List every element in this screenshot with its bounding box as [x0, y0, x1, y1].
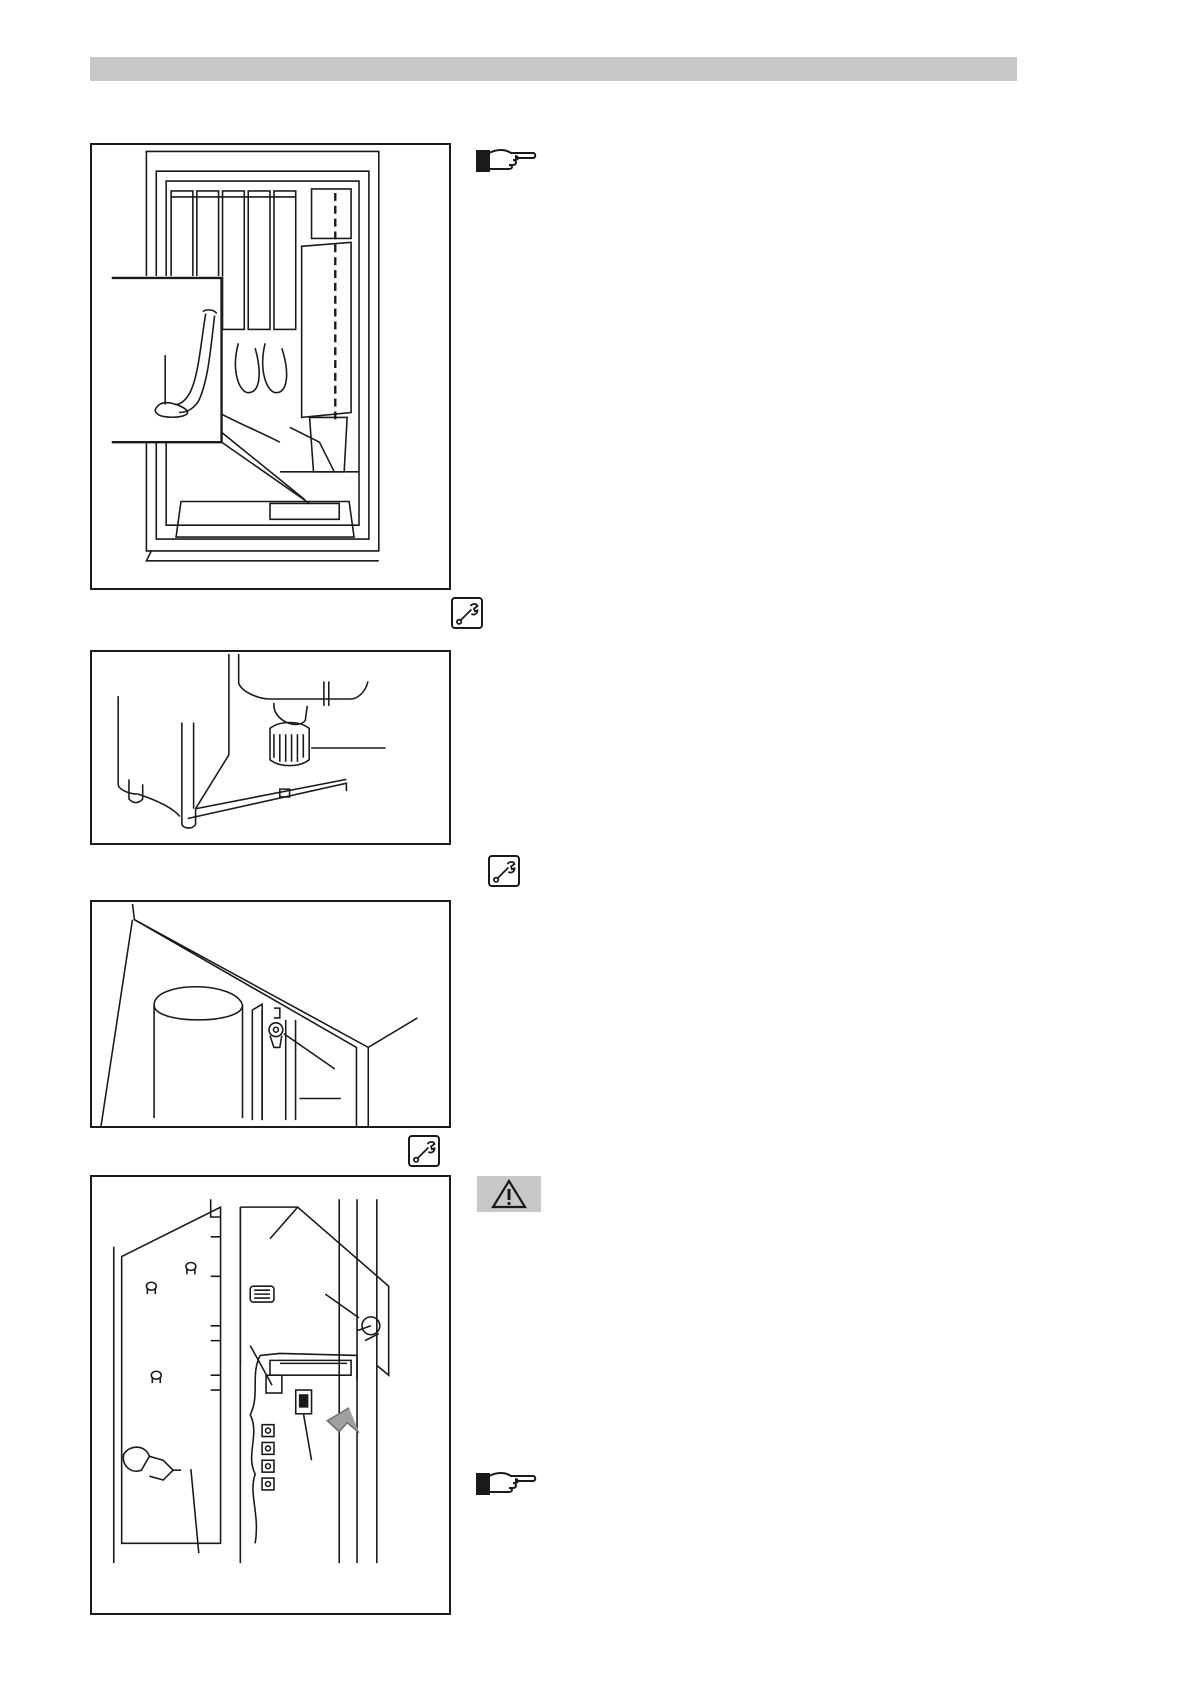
- figure-electronics-door: [90, 1175, 451, 1615]
- pointing-hand-icon: [475, 145, 537, 177]
- wrench-icon: [451, 597, 483, 629]
- wrench-icon: [408, 1135, 440, 1167]
- figure-door-knob: [90, 900, 451, 1128]
- figure-adjustable-foot: [90, 650, 451, 845]
- header-bar: [90, 57, 1017, 81]
- warning-triangle-icon: [477, 1176, 541, 1212]
- wrench-icon: [488, 855, 520, 887]
- pointing-hand-icon: [475, 1468, 537, 1500]
- figure-machine-interior: [90, 143, 451, 590]
